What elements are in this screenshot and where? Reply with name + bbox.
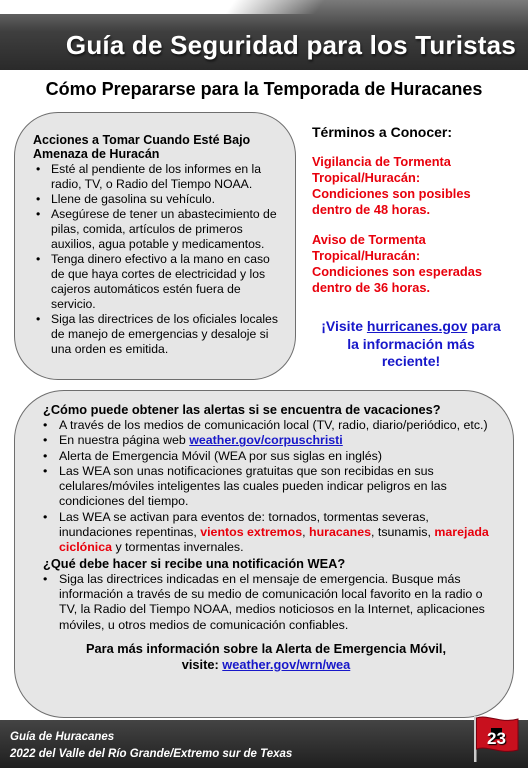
alerts-list <box>43 418 489 556</box>
visit-callout: ¡Visite hurricanes.gov para la información más reciente! <box>321 318 501 369</box>
header-accent-stripe <box>0 0 325 14</box>
page-number: 23 <box>487 729 506 748</box>
header-bar <box>0 0 528 70</box>
list-item: • Las WEA son unas notificaciones gratuitas que son recibidas en sus celulares/móviles inteligentes las cuales pueden indicar peligros en las condiciones del tiempo. <box>43 464 489 510</box>
list-item: • En nuestra página web weather.gov/corpuschristi <box>43 433 489 448</box>
actions-list <box>33 162 281 357</box>
storm-warning-definition: Aviso de Tormenta Tropical/Huracán: Condiciones son esperadas dentro de 36 horas. <box>312 232 482 295</box>
terms-heading: Términos a Conocer: <box>312 124 453 140</box>
hurricanes-gov-link[interactable]: hurricanes.gov <box>366 318 468 334</box>
alerts-question: ¿Cómo puede obtener las alertas si se encuentra de vacaciones? <box>43 402 441 417</box>
list-item: • A través de los medios de comunicación local (TV, radio, diario/periódico, etc.) <box>43 418 489 433</box>
more-info-note: Para más información sobre la Alerta de Emergencia Móvil, visite: weather.gov/wrn/wea <box>85 640 447 672</box>
list-item: • Alerta de Emergencia Móvil (WEA por sus siglas en inglés) <box>43 449 489 464</box>
list-item: • Llene de gasolina su vehículo. <box>33 192 281 207</box>
list-item: • Tenga dinero efectivo a la mano en caso de que haya cortes de electricidad y los cajeros automáticos estén fuera de servicio. <box>33 252 281 312</box>
wea-link[interactable]: weather.gov/wrn/wea <box>222 656 351 672</box>
corpuschristi-link[interactable]: weather.gov/corpuschristi <box>189 433 343 448</box>
list-item: • Siga las directrices indicadas en el mensaje de emergencia. Busque más información a través de su medio de comunicación local favorito en la radio o TV, la Radio del Tiempo NOAA, medios noticiosos en la Internet, aplicaciones móviles, u otros medios de comunicación confiables. <box>43 572 489 633</box>
list-item: • Las WEA se activan para eventos de: tornados, tormentas severas, inundaciones repentinas, vientos extremos, huracanes, tsunamis, marejada ciclónica y tormentas invernales. <box>43 510 489 556</box>
terms-column <box>306 124 516 371</box>
actions-box <box>14 112 296 380</box>
list-item: • Esté al pendiente de los informes en la radio, TV, o Radio del Tiempo NOAA. <box>33 162 281 192</box>
wea-list <box>43 572 489 633</box>
section-subtitle: Cómo Prepararse para la Temporada de Huracanes <box>45 79 483 99</box>
hazard-highlight: huracanes <box>309 525 372 540</box>
list-item: • Asegúrese de tener un abastecimiento de pilas, comida, artículos de primeros auxilios, agua potable y medicamentos. <box>33 207 281 252</box>
page-title: Guía de Seguridad para los Turistas <box>65 30 516 60</box>
actions-heading: Acciones a Tomar Cuando Esté Bajo Amenaza de Huracán <box>33 133 251 161</box>
hazard-highlight: vientos extremos <box>200 525 303 540</box>
footer-caption: Guía de Huracanes 2022 del Valle del Río Grande/Extremo sur de Texas <box>10 731 293 760</box>
wea-question: ¿Qué debe hacer si recibe una notificación WEA? <box>43 555 346 571</box>
list-item: • Siga las directrices de los oficiales locales de manejo de emergencias y desaloje si una orden es emitida. <box>33 312 281 357</box>
hazard-highlight: marejada ciclónica <box>59 525 489 555</box>
alerts-box <box>14 390 514 718</box>
storm-watch-definition: Vigilancia de Tormenta Tropical/Huracán: Condiciones son posibles dentro de 48 horas. <box>312 154 471 217</box>
